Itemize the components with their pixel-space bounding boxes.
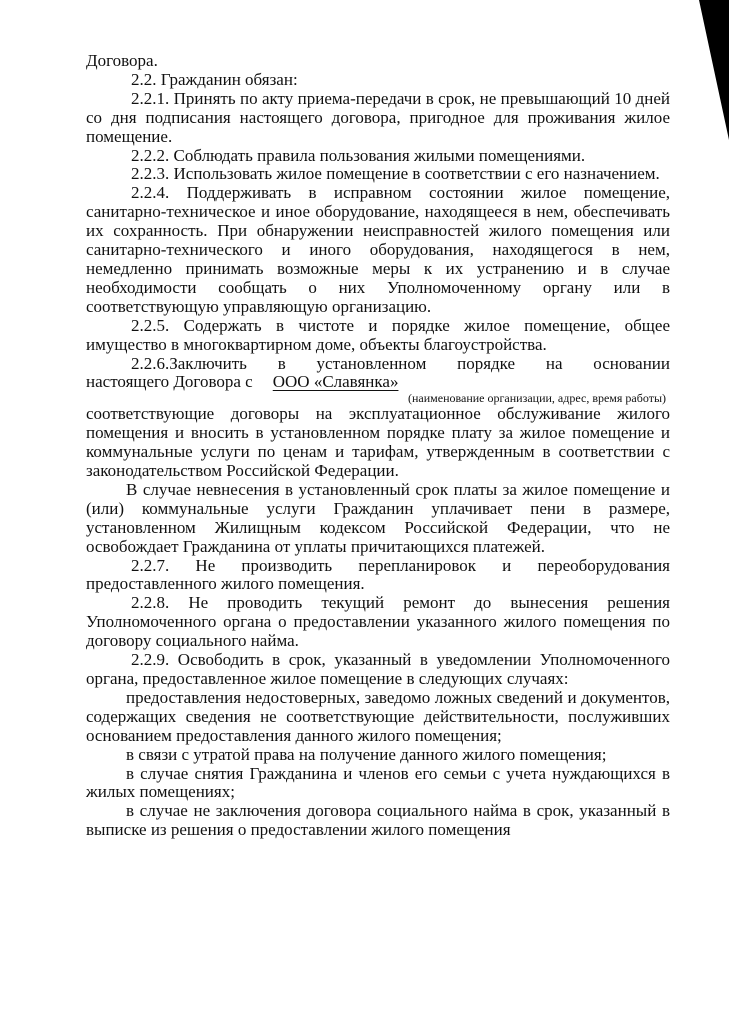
clause-2-2-6: 2.2.6.Заключить в установленном порядке на основании (131, 353, 670, 373)
organization-prefix: настоящего Договора с (86, 372, 253, 392)
clause-2-2-5: 2.2.5. Содержать в чистоте и порядке жилое помещение, общее имущество в многоквартирном доме, объекты благоустройства. (86, 315, 670, 354)
clause-2-2-7: 2.2.7. Не производить перепланировок и переоборудования предоставленного жилого помещения. (86, 555, 670, 594)
clause-2-2-3: 2.2.3. Использовать жилое помещение в соответствии с его назначением. (131, 164, 660, 184)
organization-name: ООО «Славянка» (272, 372, 399, 392)
clause-2-2-4: 2.2.4. Поддерживать в исправном состоянии жилое помещение, санитарно-техническое и иное оборудование, находящееся в нем, обеспечивать их сохранность. При обнаружении неисправностей жилого помещения или санитарно-технического и иного оборудования, находящегося в нем, немедленно принимать возможные меры к их устранению и в случае необходимости сообщать о них Уполномоченному органу или в соответствующую управляющую организацию. (86, 183, 670, 316)
clause-2-2-2: 2.2.2. Соблюдать правила пользования жилыми помещениями. (131, 145, 586, 165)
clause-2-2-heading: 2.2. Гражданин обязан: (131, 69, 298, 89)
scan-corner-shadow (699, 0, 729, 140)
case-loss-of-right: в связи с утратой права на получение данного жилого помещения; (126, 744, 607, 764)
organization-caption: (наименование организации, адрес, время работы) (408, 391, 666, 406)
clause-2-2-9: 2.2.9. Освободить в срок, указанный в уведомлении Уполномоченного органа, предоставленное жилое помещение в следующих случаях: (86, 650, 670, 688)
contract-line: Договора. (86, 51, 158, 70)
case-false-information: предоставления недостоверных, заведомо ложных сведений и документов, содержащих сведения не соответствующие действительности, послуживших основанием предоставления данного жилого помещения; (86, 687, 670, 745)
clause-2-2-6-continued: соответствующие договоры на эксплуатационное обслуживание жилого помещения и вносить в установленном порядке плату за жилое помещение и коммунальные услуги по ценам и тарифам, утвержденным в соответствии с законодательством Российской Федерации. (86, 404, 670, 481)
organization-line (86, 373, 670, 392)
penalty-paragraph: В случае невнесения в установленный срок платы за жилое помещение и (или) коммунальные услуги Гражданин уплачивает пени в размере, установленном Жилищным кодексом Российской Федерации, что не освобождает Гражданина от уплаты причитающихся платежей. (86, 479, 670, 556)
clause-2-2-1: 2.2.1. Принять по акту приема-передачи в срок, не превышающий 10 дней со дня подписания настоящего договора, пригодное для проживания жилое помещение. (86, 88, 670, 146)
case-removal-from-register: в случае снятия Гражданина и членов его семьи с учета нуждающихся в жилых помещениях; (86, 763, 670, 802)
case-no-contract: в случае не заключения договора социального найма в срок, указанный в выписке из решения о предоставлении жилого помещения (86, 801, 670, 840)
clause-2-2-8: 2.2.8. Не проводить текущий ремонт до вынесения решения Уполномоченного органа о предоставлении указанного жилого помещения по договору социального найма. (86, 593, 670, 651)
document-page (86, 52, 670, 840)
